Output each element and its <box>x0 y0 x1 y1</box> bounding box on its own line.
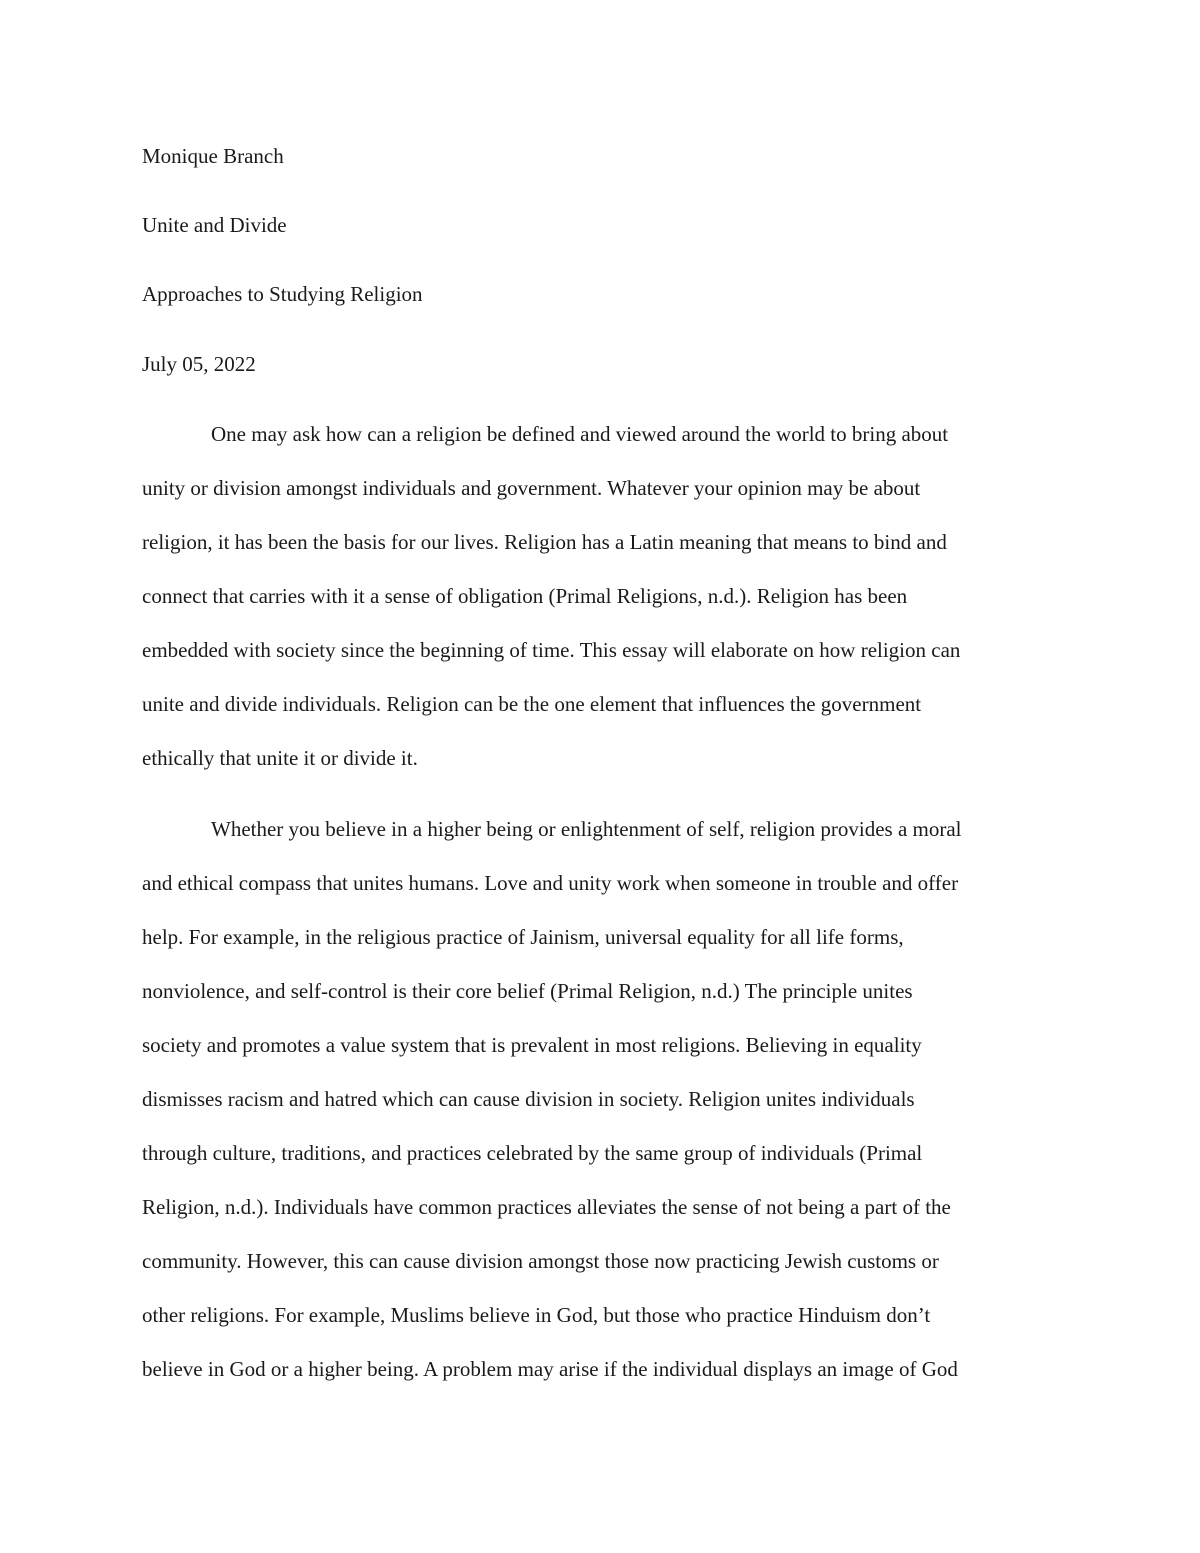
text-line: religion, it has been the basis for our lives. Religion has a Latin meaning that means to bind and <box>142 530 947 554</box>
author-name: Monique Branch <box>142 144 284 168</box>
text-line: dismisses racism and hatred which can cause division in society. Religion unites individuals <box>142 1087 915 1111</box>
essay-date: July 05, 2022 <box>142 352 256 376</box>
course-name: Approaches to Studying Religion <box>142 282 423 306</box>
text-line: believe in God or a higher being. A problem may arise if the individual displays an image of God <box>142 1357 958 1381</box>
text-line: connect that carries with it a sense of obligation (Primal Religions, n.d.). Religion has been <box>142 584 908 608</box>
text-line: unity or division amongst individuals and government. Whatever your opinion may be about <box>142 476 921 500</box>
text-line: unite and divide individuals. Religion can be the one element that influences the government <box>142 692 922 716</box>
text-line: society and promotes a value system that is prevalent in most religions. Believing in equality <box>142 1033 922 1057</box>
text-line: help. For example, in the religious practice of Jainism, universal equality for all life forms, <box>142 925 904 949</box>
essay-title: Unite and Divide <box>142 213 287 237</box>
text-line: One may ask how can a religion be defined and viewed around the world to bring about <box>211 422 949 446</box>
text-line: community. However, this can cause division amongst those now practicing Jewish customs or <box>142 1249 939 1273</box>
text-line: other religions. For example, Muslims believe in God, but those who practice Hinduism don’t <box>142 1303 931 1327</box>
text-line: through culture, traditions, and practices celebrated by the same group of individuals (Primal <box>142 1141 923 1165</box>
text-line: ethically that unite it or divide it. <box>142 746 418 770</box>
text-line: embedded with society since the beginning of time. This essay will elaborate on how religion can <box>142 638 961 662</box>
text-line: nonviolence, and self-control is their core belief (Primal Religion, n.d.) The principle unites <box>142 979 913 1003</box>
text-line: and ethical compass that unites humans. Love and unity work when someone in trouble and offer <box>142 871 959 895</box>
text-line: Whether you believe in a higher being or enlightenment of self, religion provides a moral <box>211 817 962 841</box>
text-line: Religion, n.d.). Individuals have common practices alleviates the sense of not being a part of the <box>142 1195 951 1219</box>
